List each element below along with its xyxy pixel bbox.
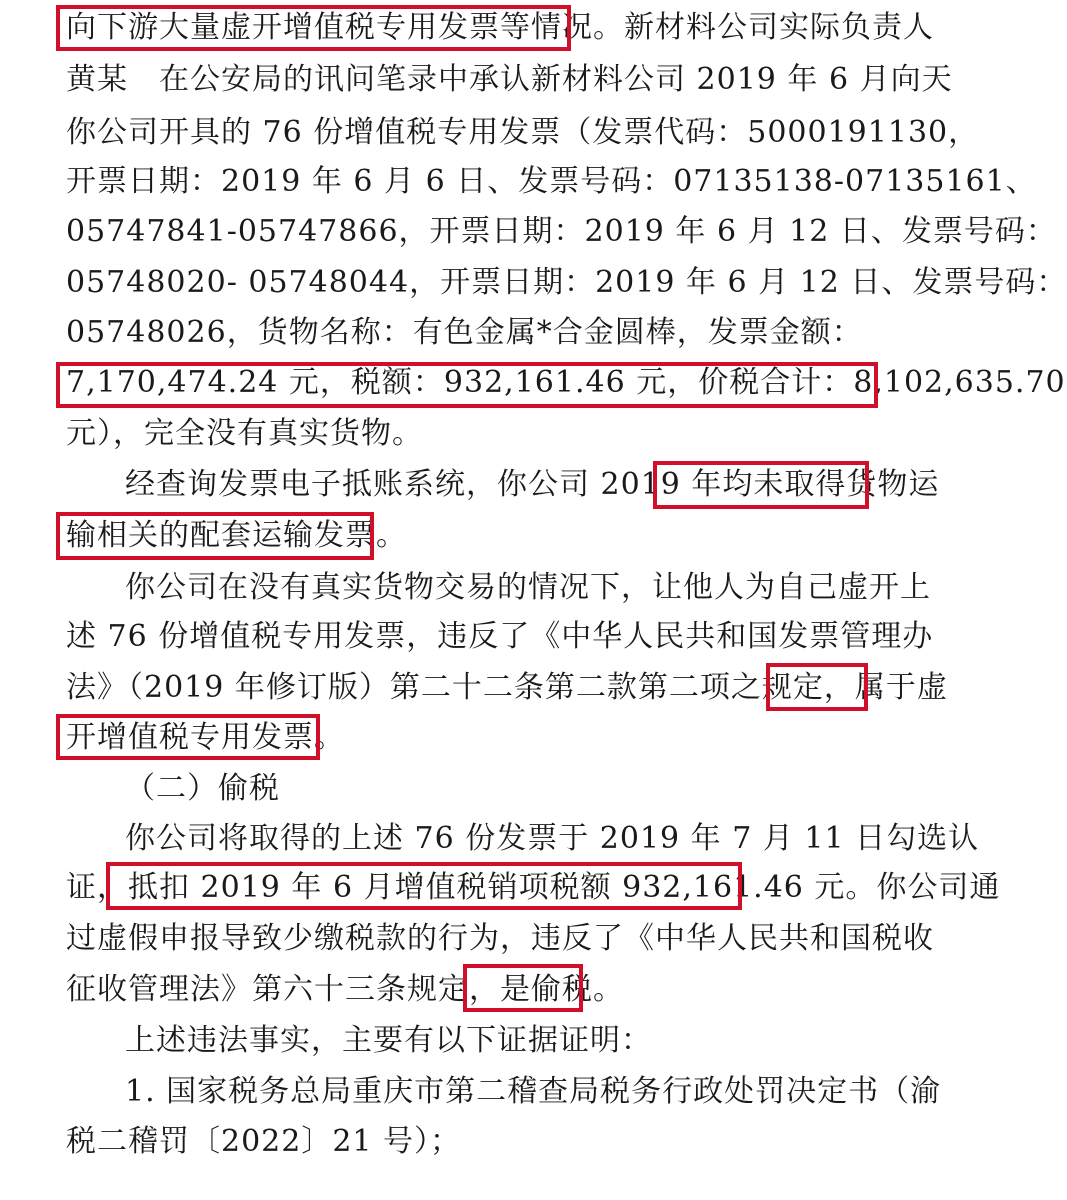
highlighted-phrase: 均未取得货物运	[722, 467, 940, 502]
text-line: 过虚假申报导致少缴税款的行为，违反了《中华人民共和国税收	[66, 921, 934, 956]
text-segment: 证，	[66, 870, 128, 905]
text-line: 05747841-05747866，开票日期：2019 年 6 月 12 日、发票号码：	[66, 214, 1057, 249]
text-segment: 新材料公司实际负责人	[624, 10, 934, 45]
section-heading: （二）偷税	[125, 771, 280, 806]
text-line: 7,170,474.24 元，税额：932,161.46 元，价税合计：8,102,635.70	[66, 365, 1066, 400]
text-line	[66, 968, 624, 1012]
text-line: 述 76 份增值税专用发票，违反了《中华人民共和国发票管理办	[66, 619, 934, 654]
highlighted-phrase: 抵扣 2019 年 6 月增值税销项税额 932,161.46 元。	[128, 870, 877, 905]
text-line: 税二稽罚〔2022〕21 号）；	[66, 1124, 462, 1159]
text-segment: 法》（2019 年修订版）第二十二条第二款第二项之规定，	[66, 670, 855, 705]
text-line: 你公司在没有真实货物交易的情况下，让他人为自己虚开上	[125, 570, 931, 605]
text-line	[66, 6, 934, 50]
text-segment: 经查询发票电子抵账系统，你公司 2019 年	[125, 467, 723, 502]
text-line: 1. 国家税务总局重庆市第二稽查局税务行政处罚决定书（渝	[125, 1074, 942, 1109]
text-line: 元），完全没有真实货物。	[66, 416, 423, 451]
text-line: 开增值税专用发票。	[66, 720, 345, 755]
text-line: 上述违法事实，主要有以下证据证明：	[125, 1023, 652, 1058]
text-segment: 你公司通	[876, 870, 1001, 905]
text-line: 开票日期：2019 年 6 月 6 日、发票号码：07135138-07135161、	[66, 164, 1037, 199]
highlighted-phrase: 属于虚	[854, 670, 948, 705]
text-line: 黄某 在公安局的讯问笔录中承认新材料公司 2019 年 6 月向天	[66, 62, 953, 97]
text-line: 05748026，货物名称：有色金属*合金圆棒，发票金额：	[66, 315, 863, 350]
text-line: 输相关的配套运输发票。	[66, 518, 407, 553]
text-line	[125, 463, 940, 507]
text-line: 05748020- 05748044，开票日期：2019 年 6 月 12 日、发票号码：	[66, 265, 1067, 300]
highlighted-phrase: 向下游大量虚开增值税专用发票等情况。	[66, 10, 624, 45]
text-line: 你公司将取得的上述 76 份发票于 2019 年 7 月 11 日勾选认	[125, 821, 980, 856]
text-segment: 征收管理法》第六十三条规定，	[66, 972, 500, 1007]
highlighted-phrase: 是偷税。	[500, 972, 624, 1007]
text-line: 你公司开具的 76 份增值税专用发票（发票代码：5000191130，	[66, 115, 980, 150]
text-line	[66, 866, 1001, 910]
text-line	[66, 666, 948, 710]
